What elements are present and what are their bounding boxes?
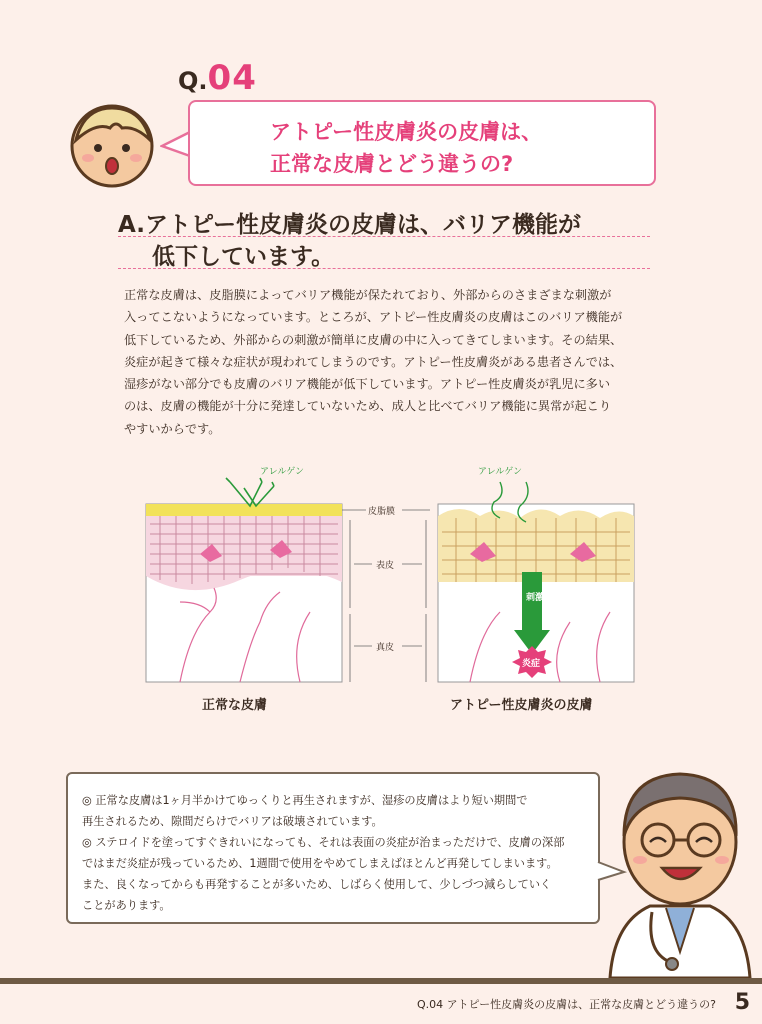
doctor-note-box: ◎ 正常な皮膚は1ヶ月半かけてゆっくりと再生されますが、湿疹の皮膚はより短い期間で 再生されるため、隙間だらけでバリアは破壊されています。 ◎ ステロイドを塗ってすぐきれいになっても、それは表面の炎症が治まっただけで、皮膚の深部 ではまだ炎症が残っているため、1週間で使用をやめてしまえばほとんど再発してしまいます。 また、良くなってからも再発することが多いため、しばらく使用して、少しづつ減らしていく ことがあります。 <box>66 772 600 924</box>
svg-text:皮脂膜: 皮脂膜 <box>368 507 396 517</box>
atopic-skin-panel <box>438 466 634 682</box>
question-box <box>188 100 656 186</box>
child-face-icon <box>66 100 158 192</box>
caption-atopic-skin: アトピー性皮膚炎の皮膚 <box>450 698 593 713</box>
question-line-2: 正常な皮膚とどう違うの? <box>270 152 514 176</box>
question-line-1: アトピー性皮膚炎の皮膚は、 <box>270 120 543 144</box>
caption-normal-skin: 正常な皮膚 <box>202 698 268 713</box>
question-number: Q.04 <box>178 58 257 98</box>
skin-diagram <box>140 462 660 722</box>
allergen-bounce-icon <box>226 478 274 506</box>
divider <box>118 236 650 237</box>
svg-text:炎症: 炎症 <box>522 659 541 669</box>
body-text: 正常な皮膚は、皮脂膜によってバリア機能が保たれており、外部からのさまざまな刺激が 入ってこないようになっています。ところが、アトピー性皮膚炎の皮膚はこのバリア機能が 低下しているため、外部からの刺激が簡単に皮膚の中に入ってきてしまいます。その結果、 炎症が起きて様々な症状が現われてしまうのです。アトピー性皮膚炎がある患者さんでは、 湿疹がない部分でも皮膚のバリア機能が低下しています。アトピー性皮膚炎が乳児に多い のは、皮膚の機能が十分に発達していないため、成人と比べてバリア機能に異常が起こり やすいからです。 <box>124 288 623 436</box>
page-number: 5 <box>734 990 750 1015</box>
svg-text:アレルゲン: アレルゲン <box>478 467 523 477</box>
footer-text: Q.04 アトピー性皮膚炎の皮膚は、正常な皮膚とどう違うの? <box>416 998 716 1011</box>
footer-rule <box>0 978 762 984</box>
answer-title-1: A.アトピー性皮膚炎の皮膚は、バリア機能が <box>118 212 582 238</box>
svg-text:アレルゲン: アレルゲン <box>260 467 305 477</box>
divider <box>118 268 650 269</box>
answer-title-2: 低下しています。 <box>152 244 335 270</box>
normal-skin-panel <box>146 504 342 682</box>
svg-text:真皮: 真皮 <box>376 643 395 653</box>
svg-text:刺激: 刺激 <box>526 593 545 603</box>
doctor-icon <box>600 752 760 978</box>
svg-text:表皮: 表皮 <box>376 561 395 571</box>
